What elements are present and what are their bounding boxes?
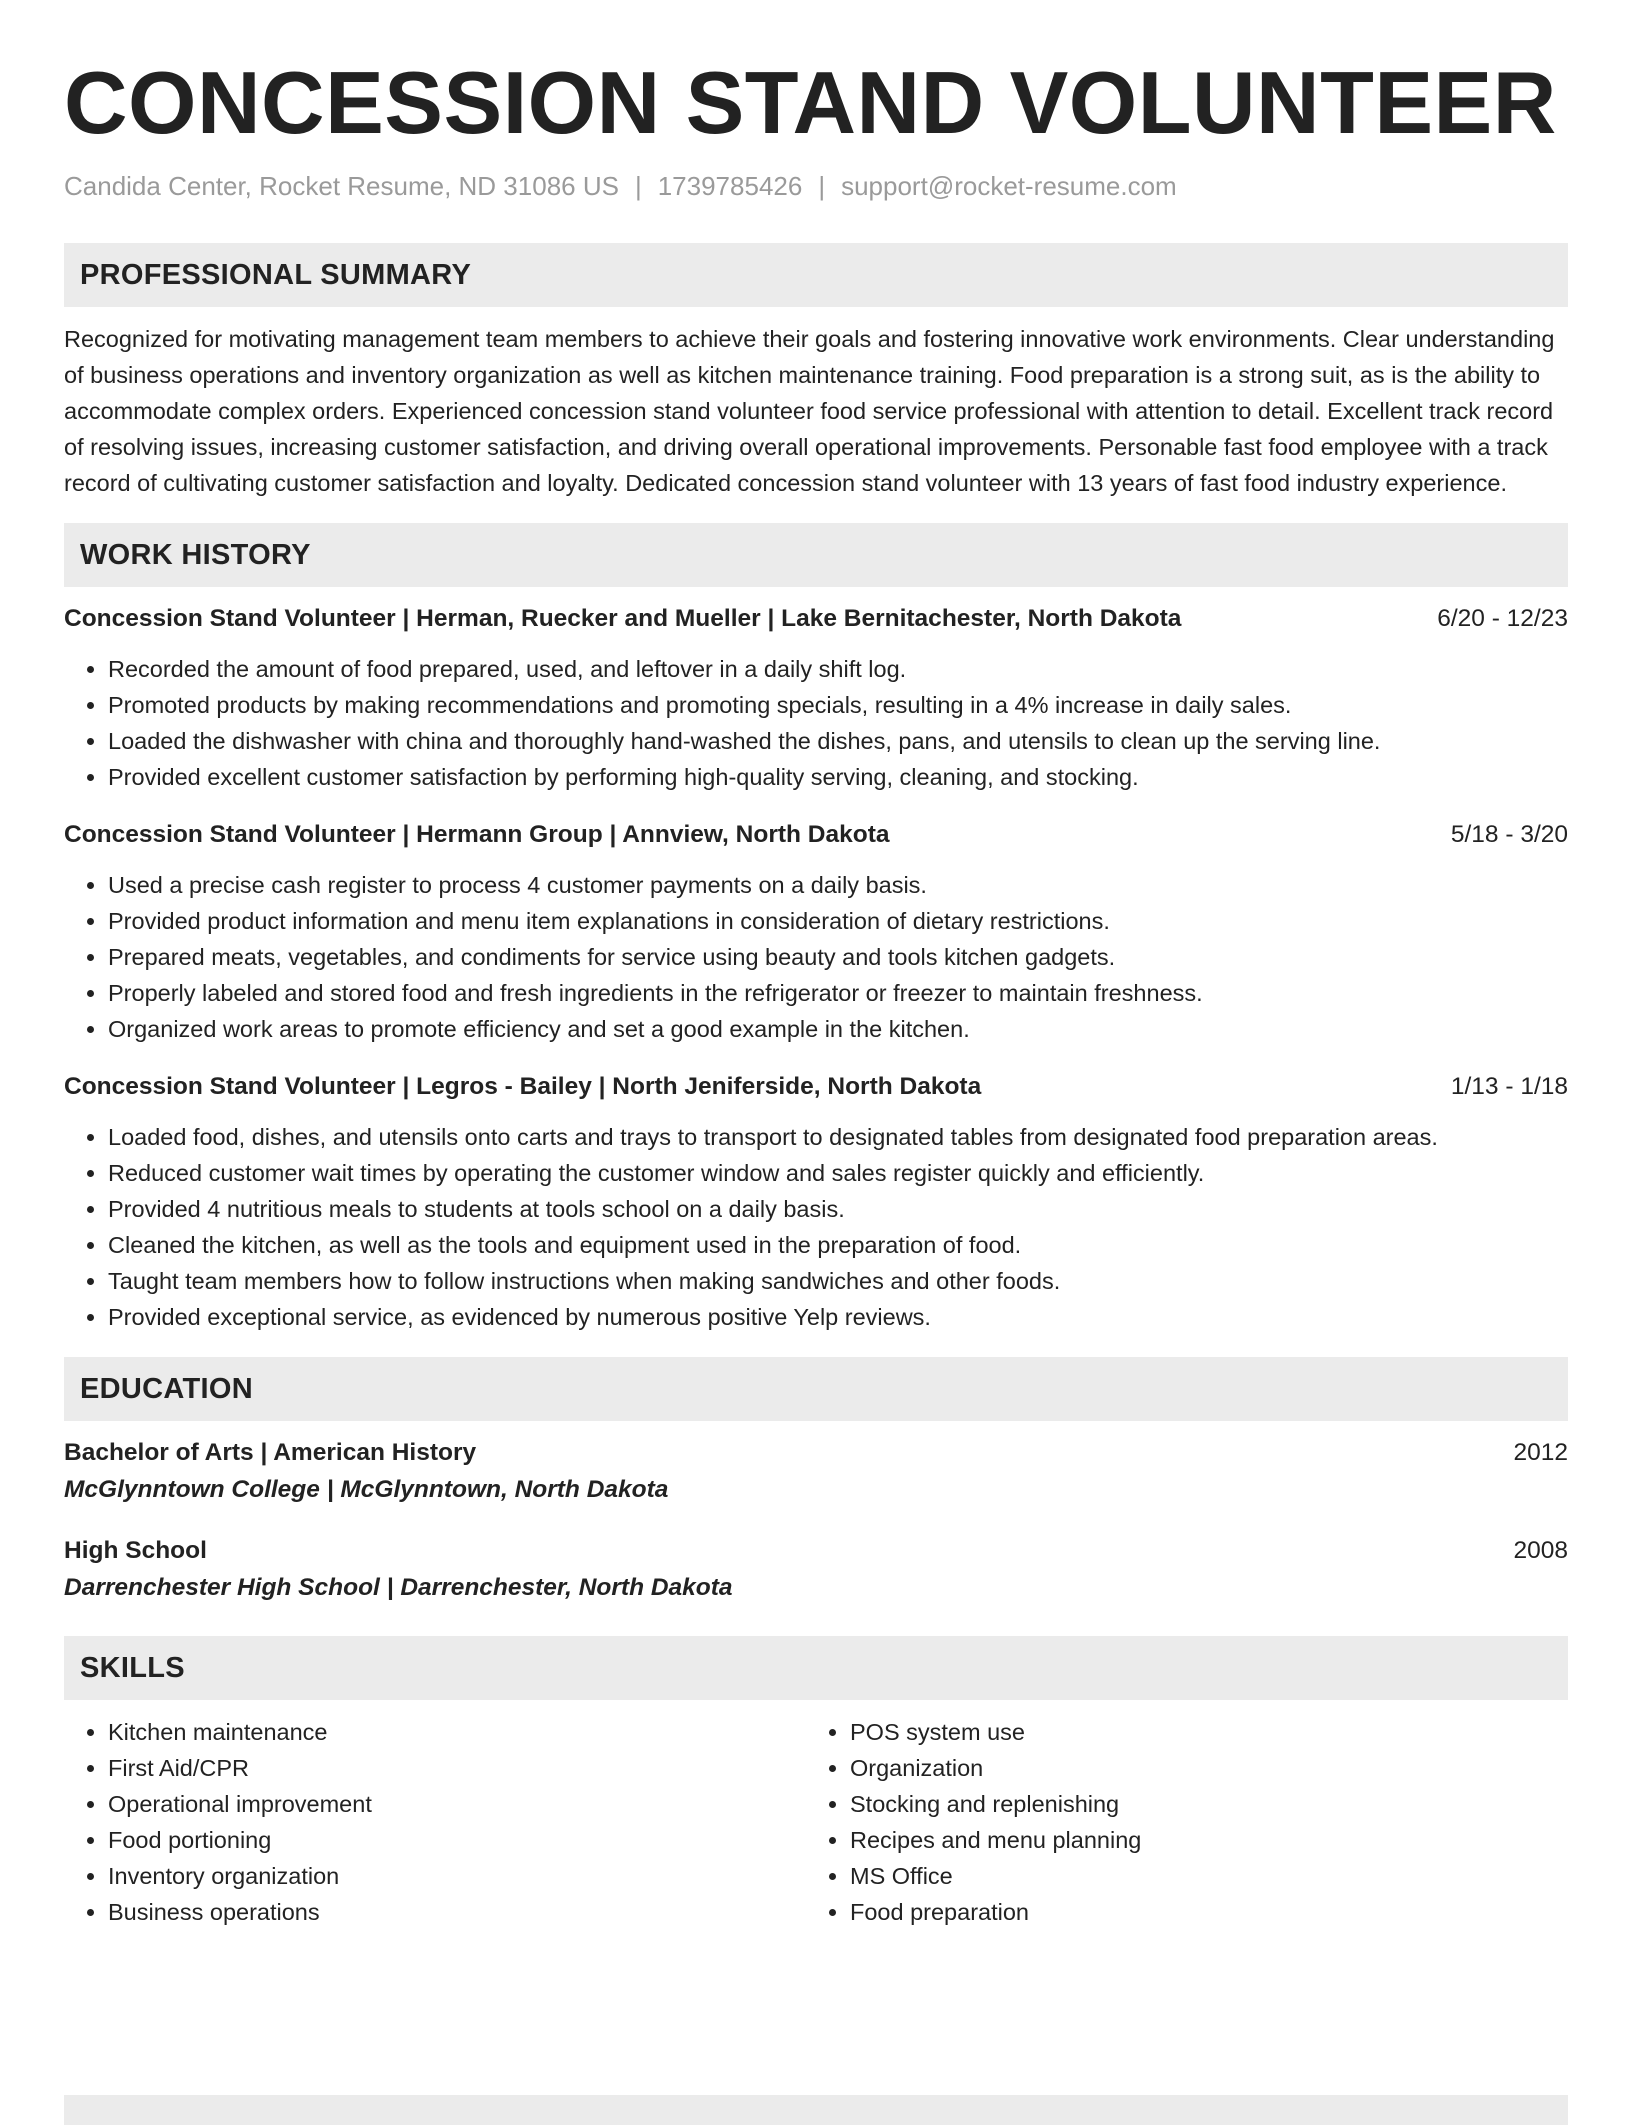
job-bullet: • Taught team members how to follow instructions when making sandwiches and other foods. bbox=[108, 1263, 1568, 1299]
job-bullet: • Loaded the dishwasher with china and thoroughly hand-washed the dishes, pans, and utensils to clean up the serving line. bbox=[108, 723, 1568, 759]
resume-page bbox=[64, 0, 1568, 1930]
skill-item: • Inventory organization bbox=[108, 1858, 806, 1894]
skills-column-right bbox=[806, 1714, 1548, 1930]
job-header bbox=[64, 601, 1568, 637]
job-bullets bbox=[64, 867, 1568, 1047]
job-bullets bbox=[64, 1119, 1568, 1335]
job-bullet: • Loaded food, dishes, and utensils onto carts and trays to transport to designated tables from designated food preparation areas. bbox=[108, 1119, 1568, 1155]
skill-item: • MS Office bbox=[850, 1858, 1548, 1894]
skill-item: • First Aid/CPR bbox=[108, 1750, 806, 1786]
job-bullet: • Provided 4 nutritious meals to students at tools school on a daily basis. bbox=[108, 1191, 1568, 1227]
skills-column-left bbox=[64, 1714, 806, 1930]
job-title: Concession Stand Volunteer | Hermann Group | Annview, North Dakota bbox=[64, 821, 890, 848]
education-header bbox=[64, 1435, 1568, 1471]
job-bullet: • Recorded the amount of food prepared, used, and leftover in a daily shift log. bbox=[108, 651, 1568, 687]
job-bullet: • Provided excellent customer satisfaction by performing high-quality serving, cleaning, and stocking. bbox=[108, 759, 1568, 795]
next-section-header-band bbox=[64, 2095, 1568, 2125]
job-bullets bbox=[64, 651, 1568, 795]
contact-address: Candida Center, Rocket Resume, ND 31086 US bbox=[64, 171, 619, 201]
skill-item: • Business operations bbox=[108, 1894, 806, 1930]
education-entry bbox=[64, 1533, 1568, 1607]
education-degree: Bachelor of Arts | American History bbox=[64, 1439, 477, 1466]
job-bullet: • Reduced customer wait times by operating the customer window and sales register quickly and efficiently. bbox=[108, 1155, 1568, 1191]
skill-item: • Organization bbox=[850, 1750, 1548, 1786]
section-header-skills: SKILLS bbox=[64, 1636, 1568, 1700]
education-year: 2012 bbox=[1513, 1439, 1568, 1466]
skill-item: • Food preparation bbox=[850, 1894, 1548, 1930]
skill-item: • Stocking and replenishing bbox=[850, 1786, 1548, 1822]
skill-item: • Operational improvement bbox=[108, 1786, 806, 1822]
candidate-name: CONCESSION STAND VOLUNTEER bbox=[64, 53, 1557, 152]
job-bullet: • Provided product information and menu item explanations in consideration of dietary restrictions. bbox=[108, 903, 1568, 939]
skills-grid bbox=[64, 1714, 1568, 1930]
summary-text: Recognized for motivating management team members to achieve their goals and fostering innovative work environments. Clear understanding of business operations and inventory organization as well as kitchen maintenance training. Food preparation is a strong suit, as is the ability to accommodate complex orders. Experienced concession stand volunteer food service professional with attention to detail. Excellent track record of resolving issues, increasing customer satisfaction, and driving overall operational improvements. Personable fast food employee with a track record of cultivating customer satisfaction and loyalty. Dedicated concession stand volunteer with 13 years of fast food industry experience. bbox=[64, 326, 1555, 496]
section-header-work-history: WORK HISTORY bbox=[64, 523, 1568, 587]
skill-item: • POS system use bbox=[850, 1714, 1548, 1750]
education-header bbox=[64, 1533, 1568, 1569]
contact-email[interactable]: support@rocket-resume.com bbox=[841, 171, 1177, 201]
section-header-summary: PROFESSIONAL SUMMARY bbox=[64, 243, 1568, 307]
job-entry bbox=[64, 601, 1568, 795]
education-degree: High School bbox=[64, 1537, 207, 1564]
contact-line bbox=[64, 168, 1568, 204]
job-entry bbox=[64, 817, 1568, 1047]
education-entry bbox=[64, 1435, 1568, 1509]
education-school: McGlynntown College | McGlynntown, North Dakota bbox=[64, 1476, 669, 1503]
job-bullet: • Prepared meats, vegetables, and condiments for service using beauty and tools kitchen gadgets. bbox=[108, 939, 1568, 975]
education-year: 2008 bbox=[1513, 1537, 1568, 1564]
job-dates: 5/18 - 3/20 bbox=[1450, 821, 1568, 848]
job-bullet: • Promoted products by making recommendations and promoting specials, resulting in a 4% increase in daily sales. bbox=[108, 687, 1568, 723]
job-title: Concession Stand Volunteer | Herman, Ruecker and Mueller | Lake Bernitachester, North Dakota bbox=[64, 605, 1182, 632]
skill-item: • Recipes and menu planning bbox=[850, 1822, 1548, 1858]
contact-phone: 1739785426 bbox=[657, 171, 803, 201]
contact-separator: | bbox=[818, 171, 826, 201]
section-header-education: EDUCATION bbox=[64, 1357, 1568, 1421]
job-header bbox=[64, 817, 1568, 853]
job-entry bbox=[64, 1069, 1568, 1335]
job-bullet: • Cleaned the kitchen, as well as the tools and equipment used in the preparation of food. bbox=[108, 1227, 1568, 1263]
job-bullet: • Organized work areas to promote efficiency and set a good example in the kitchen. bbox=[108, 1011, 1568, 1047]
education-school: Darrenchester High School | Darrenchester, North Dakota bbox=[64, 1574, 733, 1601]
job-bullet: • Used a precise cash register to process 4 customer payments on a daily basis. bbox=[108, 867, 1568, 903]
job-bullet: • Properly labeled and stored food and fresh ingredients in the refrigerator or freezer to maintain freshness. bbox=[108, 975, 1568, 1011]
skill-item: • Food portioning bbox=[108, 1822, 806, 1858]
job-dates: 6/20 - 12/23 bbox=[1437, 605, 1568, 632]
job-dates: 1/13 - 1/18 bbox=[1450, 1073, 1568, 1100]
job-header bbox=[64, 1069, 1568, 1105]
skill-item: • Kitchen maintenance bbox=[108, 1714, 806, 1750]
job-bullet: • Provided exceptional service, as evidenced by numerous positive Yelp reviews. bbox=[108, 1299, 1568, 1335]
contact-separator: | bbox=[634, 171, 642, 201]
job-title: Concession Stand Volunteer | Legros - Bailey | North Jeniferside, North Dakota bbox=[64, 1073, 982, 1100]
